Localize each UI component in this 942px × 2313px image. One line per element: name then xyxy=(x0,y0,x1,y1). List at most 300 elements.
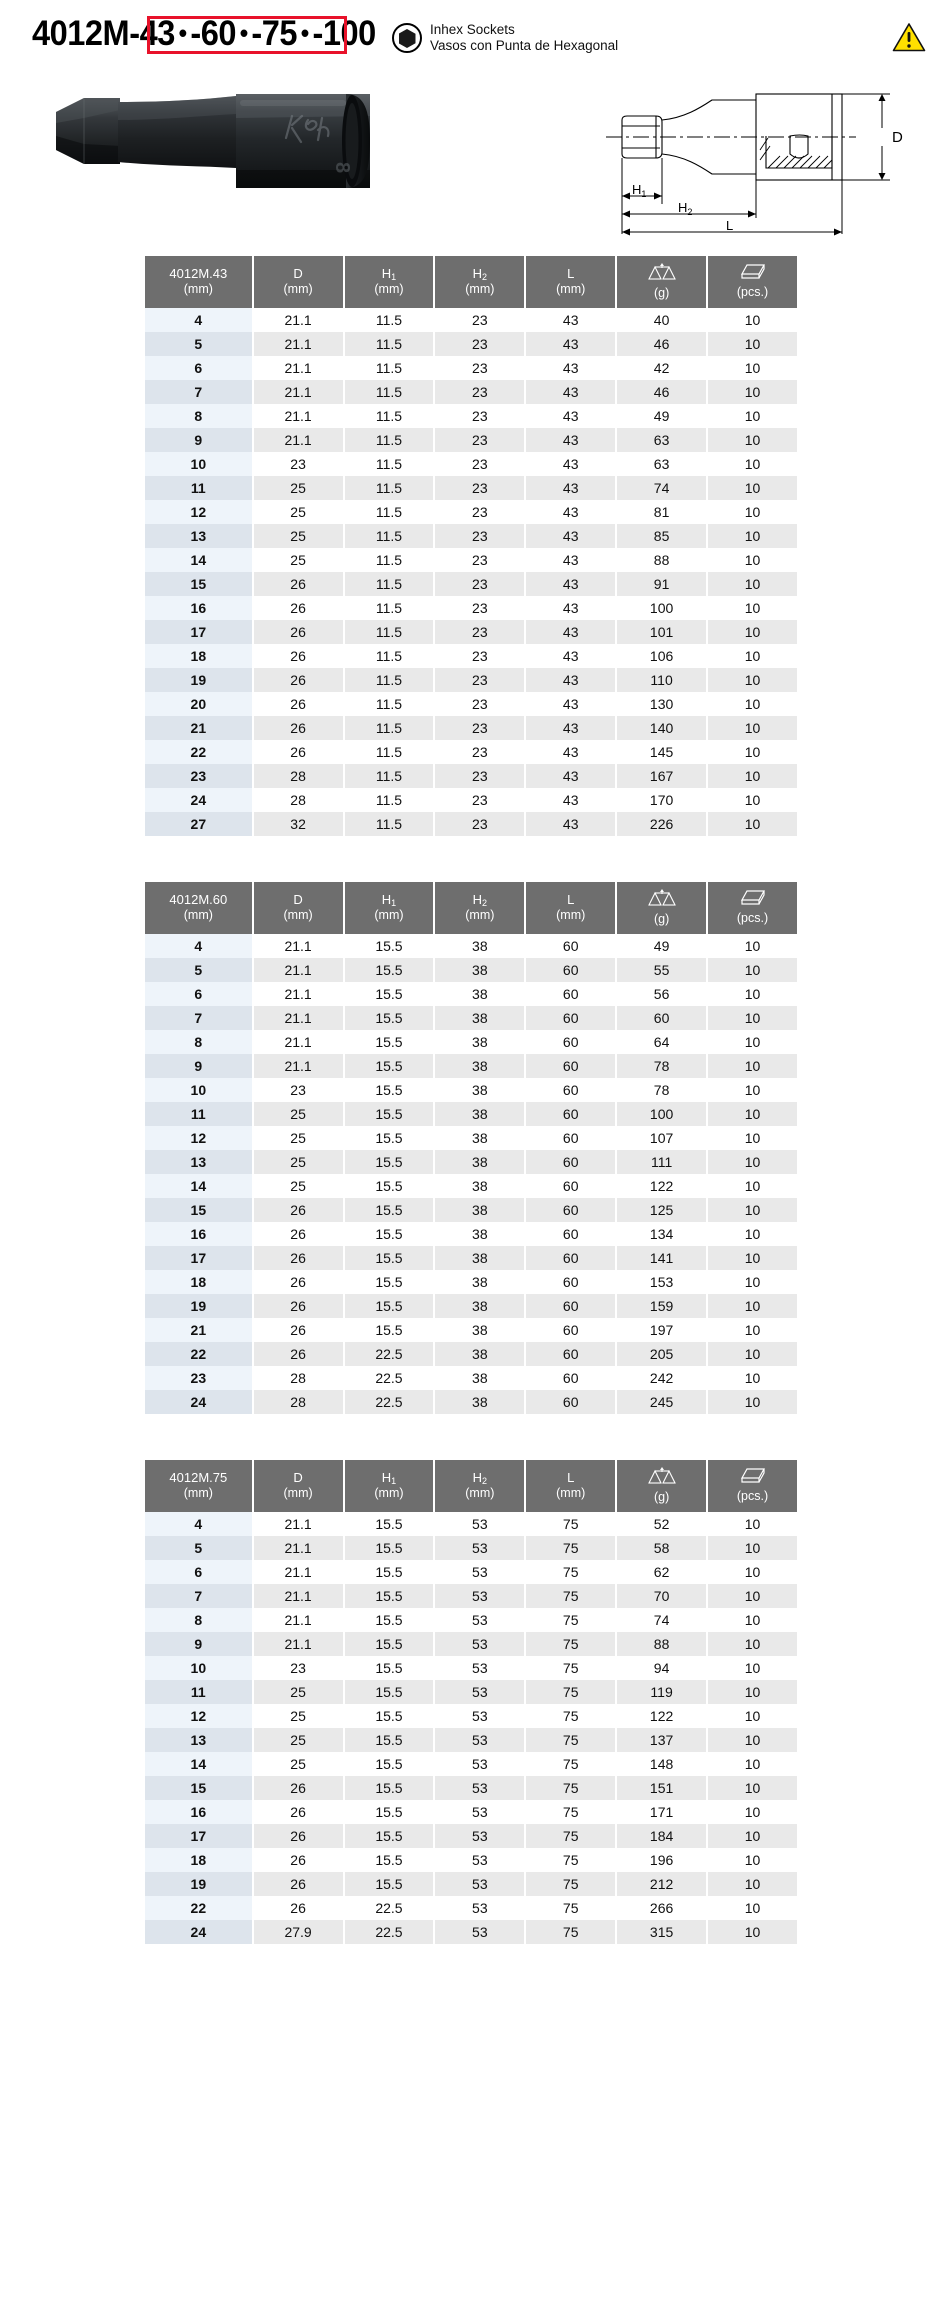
cell-weight: 70 xyxy=(617,1584,706,1608)
cell-weight: 101 xyxy=(617,620,706,644)
cell-h2: 23 xyxy=(435,668,524,692)
col-header-h2-sub: 2 xyxy=(482,898,488,909)
cell-d: 32 xyxy=(254,812,343,836)
cell-l: 43 xyxy=(526,380,615,404)
cell-pcs: 10 xyxy=(708,1728,797,1752)
cell-size: 15 xyxy=(145,1198,252,1222)
cell-weight: 46 xyxy=(617,380,706,404)
table-row[interactable] xyxy=(145,1824,797,1848)
cell-l: 43 xyxy=(526,644,615,668)
cell-d: 28 xyxy=(254,764,343,788)
cell-size: 16 xyxy=(145,1800,252,1824)
table-row[interactable] xyxy=(145,1536,797,1560)
cell-h2: 23 xyxy=(435,740,524,764)
cell-h2: 23 xyxy=(435,812,524,836)
table-row[interactable] xyxy=(145,1246,797,1270)
cell-h2: 23 xyxy=(435,452,524,476)
cell-l: 75 xyxy=(526,1920,615,1944)
cell-d: 27.9 xyxy=(254,1920,343,1944)
cell-h1: 11.5 xyxy=(345,380,434,404)
table-row[interactable] xyxy=(145,692,797,716)
table-row[interactable] xyxy=(145,572,797,596)
cell-pcs: 10 xyxy=(708,1896,797,1920)
cell-l: 60 xyxy=(526,1006,615,1030)
table-row[interactable] xyxy=(145,356,797,380)
cell-h2: 53 xyxy=(435,1800,524,1824)
hexagon-socket-icon xyxy=(392,23,422,53)
cell-h1: 15.5 xyxy=(345,1246,434,1270)
product-illustration-area xyxy=(0,76,942,246)
cell-size: 18 xyxy=(145,644,252,668)
cell-h1: 15.5 xyxy=(345,1318,434,1342)
col-header-weight-unit: (g) xyxy=(653,285,670,300)
cell-size: 14 xyxy=(145,1752,252,1776)
table-row[interactable] xyxy=(145,1608,797,1632)
cell-l: 43 xyxy=(526,740,615,764)
cell-weight: 141 xyxy=(617,1246,706,1270)
model-segment-60: -60 xyxy=(190,14,236,53)
cell-pcs: 10 xyxy=(708,1872,797,1896)
cell-weight: 266 xyxy=(617,1896,706,1920)
col-header-weight-unit: (g) xyxy=(653,911,670,926)
cell-h2: 53 xyxy=(435,1848,524,1872)
cell-size: 15 xyxy=(145,1776,252,1800)
cell-l: 43 xyxy=(526,548,615,572)
table-row[interactable] xyxy=(145,764,797,788)
cell-d: 21.1 xyxy=(254,1536,343,1560)
cell-d: 26 xyxy=(254,620,343,644)
cell-weight: 107 xyxy=(617,1126,706,1150)
cell-h2: 38 xyxy=(435,1126,524,1150)
col-header-h2-sub: 2 xyxy=(482,1476,488,1487)
cell-size: 17 xyxy=(145,620,252,644)
cell-size: 23 xyxy=(145,1366,252,1390)
cell-h2: 53 xyxy=(435,1824,524,1848)
cell-h1: 15.5 xyxy=(345,1054,434,1078)
model-segment-75: -75 xyxy=(251,14,298,53)
table-row[interactable] xyxy=(145,1680,797,1704)
cell-l: 60 xyxy=(526,958,615,982)
cell-h1: 11.5 xyxy=(345,620,434,644)
cell-l: 43 xyxy=(526,572,615,596)
cell-l: 43 xyxy=(526,692,615,716)
col-header-h1-unit: (mm) xyxy=(374,281,404,296)
cell-weight: 122 xyxy=(617,1174,706,1198)
scale-icon xyxy=(647,1466,677,1486)
table-row[interactable] xyxy=(145,1102,797,1126)
cell-weight: 134 xyxy=(617,1222,706,1246)
table-row[interactable] xyxy=(145,1294,797,1318)
cell-pcs: 10 xyxy=(708,788,797,812)
table-row[interactable] xyxy=(145,1584,797,1608)
hex-tip xyxy=(56,98,120,164)
cell-h2: 53 xyxy=(435,1680,524,1704)
table-row[interactable] xyxy=(145,1872,797,1896)
table-row[interactable] xyxy=(145,1342,797,1366)
cell-h1: 11.5 xyxy=(345,524,434,548)
table-row[interactable] xyxy=(145,308,797,332)
cell-l: 75 xyxy=(526,1896,615,1920)
cell-h1: 15.5 xyxy=(345,1294,434,1318)
cell-h2: 53 xyxy=(435,1608,524,1632)
model-prefix: 4012M xyxy=(32,14,130,53)
cell-size: 24 xyxy=(145,1390,252,1414)
cell-h1: 15.5 xyxy=(345,1584,434,1608)
table-row[interactable] xyxy=(145,668,797,692)
model-number-line xyxy=(32,14,376,54)
cell-pcs: 10 xyxy=(708,1342,797,1366)
cell-d: 21.1 xyxy=(254,356,343,380)
cell-h2: 23 xyxy=(435,644,524,668)
table-row[interactable] xyxy=(145,428,797,452)
table-row[interactable] xyxy=(145,740,797,764)
cell-d: 25 xyxy=(254,1126,343,1150)
table-row[interactable] xyxy=(145,958,797,982)
cell-size: 4 xyxy=(145,934,252,958)
table-row[interactable] xyxy=(145,404,797,428)
table-row[interactable] xyxy=(145,982,797,1006)
cell-h1: 11.5 xyxy=(345,668,434,692)
cell-d: 21.1 xyxy=(254,308,343,332)
col-header-l-unit: (mm) xyxy=(556,281,586,296)
cell-size: 19 xyxy=(145,1294,252,1318)
cell-h1: 15.5 xyxy=(345,1536,434,1560)
cell-size: 5 xyxy=(145,958,252,982)
col-header-l-unit: (mm) xyxy=(556,907,586,922)
cell-pcs: 10 xyxy=(708,1656,797,1680)
cell-pcs: 10 xyxy=(708,1512,797,1536)
cell-h2: 53 xyxy=(435,1704,524,1728)
table-row[interactable] xyxy=(145,476,797,500)
col-header-model-title: 4012M.75 xyxy=(169,1470,228,1486)
cell-pcs: 10 xyxy=(708,692,797,716)
cell-pcs: 10 xyxy=(708,1824,797,1848)
cell-pcs: 10 xyxy=(708,380,797,404)
cell-pcs: 10 xyxy=(708,572,797,596)
col-header-weight-unit: (g) xyxy=(653,1490,670,1505)
cell-pcs: 10 xyxy=(708,1560,797,1584)
col-header-d-label: D xyxy=(293,266,303,281)
cell-d: 26 xyxy=(254,1318,343,1342)
cell-d: 28 xyxy=(254,788,343,812)
cell-pcs: 10 xyxy=(708,1318,797,1342)
cell-size: 19 xyxy=(145,1872,252,1896)
cell-size: 24 xyxy=(145,788,252,812)
table-row[interactable] xyxy=(145,1560,797,1584)
col-header-l-label: L xyxy=(567,1470,575,1486)
cell-weight: 49 xyxy=(617,934,706,958)
table-row[interactable] xyxy=(145,596,797,620)
cell-l: 43 xyxy=(526,476,615,500)
cell-d: 21.1 xyxy=(254,1054,343,1078)
cell-l: 60 xyxy=(526,1294,615,1318)
table-row[interactable] xyxy=(145,1752,797,1776)
cell-size: 8 xyxy=(145,1030,252,1054)
cell-size: 11 xyxy=(145,476,252,500)
table-row[interactable] xyxy=(145,1222,797,1246)
cell-pcs: 10 xyxy=(708,764,797,788)
cell-l: 75 xyxy=(526,1872,615,1896)
cell-pcs: 10 xyxy=(708,740,797,764)
cell-d: 25 xyxy=(254,1680,343,1704)
cell-h1: 11.5 xyxy=(345,572,434,596)
table-row[interactable] xyxy=(145,1030,797,1054)
cell-size: 12 xyxy=(145,1126,252,1150)
cell-d: 23 xyxy=(254,452,343,476)
cell-h1: 15.5 xyxy=(345,1512,434,1536)
category-name-en: Inhex Sockets xyxy=(430,22,515,37)
cell-h1: 15.5 xyxy=(345,1608,434,1632)
col-header-weight xyxy=(617,882,706,934)
cell-l: 43 xyxy=(526,788,615,812)
cell-h2: 53 xyxy=(435,1560,524,1584)
cell-d: 21.1 xyxy=(254,1560,343,1584)
cell-h1: 11.5 xyxy=(345,596,434,620)
cell-pcs: 10 xyxy=(708,934,797,958)
cell-h2: 23 xyxy=(435,524,524,548)
cell-d: 25 xyxy=(254,524,343,548)
cell-d: 25 xyxy=(254,1752,343,1776)
table-row[interactable] xyxy=(145,620,797,644)
cell-l: 60 xyxy=(526,1102,615,1126)
table-row[interactable] xyxy=(145,1150,797,1174)
table-row[interactable] xyxy=(145,1390,797,1414)
table-row[interactable] xyxy=(145,1006,797,1030)
cell-h1: 11.5 xyxy=(345,716,434,740)
cell-h2: 38 xyxy=(435,1342,524,1366)
cell-size: 10 xyxy=(145,1656,252,1680)
cell-d: 21.1 xyxy=(254,934,343,958)
table-row[interactable] xyxy=(145,548,797,572)
cell-size: 13 xyxy=(145,1728,252,1752)
table-row[interactable] xyxy=(145,1920,797,1944)
cell-pcs: 10 xyxy=(708,1800,797,1824)
table-row[interactable] xyxy=(145,1704,797,1728)
warning-triangle-icon xyxy=(892,22,926,52)
cell-weight: 151 xyxy=(617,1776,706,1800)
cell-h2: 38 xyxy=(435,1102,524,1126)
cell-h1: 15.5 xyxy=(345,1704,434,1728)
cell-h1: 11.5 xyxy=(345,548,434,572)
table-row[interactable] xyxy=(145,1270,797,1294)
col-header-d-unit: (mm) xyxy=(283,1486,313,1501)
cell-d: 21.1 xyxy=(254,380,343,404)
cell-pcs: 10 xyxy=(708,1030,797,1054)
col-header-model-unit: (mm) xyxy=(183,281,213,296)
col-header-d xyxy=(254,1460,343,1512)
cell-h2: 23 xyxy=(435,572,524,596)
table-row[interactable] xyxy=(145,644,797,668)
cell-weight: 64 xyxy=(617,1030,706,1054)
cell-weight: 74 xyxy=(617,476,706,500)
cell-l: 75 xyxy=(526,1704,615,1728)
cell-d: 21.1 xyxy=(254,958,343,982)
cell-d: 25 xyxy=(254,476,343,500)
page-header xyxy=(0,0,942,76)
dimension-label-h1: $H_1$ xyxy=(632,182,647,199)
table-row[interactable] xyxy=(145,1848,797,1872)
table-row[interactable] xyxy=(145,788,797,812)
cell-h1: 15.5 xyxy=(345,1656,434,1680)
cell-weight: 122 xyxy=(617,1704,706,1728)
box-icon xyxy=(739,1467,767,1485)
cell-weight: 315 xyxy=(617,1920,706,1944)
cell-size: 11 xyxy=(145,1680,252,1704)
cell-d: 25 xyxy=(254,1704,343,1728)
cell-l: 43 xyxy=(526,596,615,620)
cell-size: 16 xyxy=(145,1222,252,1246)
table-row[interactable] xyxy=(145,1198,797,1222)
cell-h1: 11.5 xyxy=(345,452,434,476)
cell-h2: 23 xyxy=(435,356,524,380)
cell-size: 5 xyxy=(145,1536,252,1560)
cell-h1: 11.5 xyxy=(345,644,434,668)
cell-h1: 15.5 xyxy=(345,1560,434,1584)
table-row[interactable] xyxy=(145,1632,797,1656)
cell-size: 27 xyxy=(145,812,252,836)
cell-size: 21 xyxy=(145,716,252,740)
cell-h1: 11.5 xyxy=(345,764,434,788)
scale-icon xyxy=(647,262,677,282)
cell-weight: 145 xyxy=(617,740,706,764)
cell-pcs: 10 xyxy=(708,982,797,1006)
table-row[interactable] xyxy=(145,380,797,404)
cell-h2: 53 xyxy=(435,1536,524,1560)
cell-pcs: 10 xyxy=(708,332,797,356)
cell-d: 26 xyxy=(254,692,343,716)
cell-h1: 15.5 xyxy=(345,1126,434,1150)
col-header-h2-unit: (mm) xyxy=(465,281,495,296)
cell-pcs: 10 xyxy=(708,1848,797,1872)
cell-size: 7 xyxy=(145,1584,252,1608)
cell-h1: 15.5 xyxy=(345,1632,434,1656)
cell-h1: 15.5 xyxy=(345,1270,434,1294)
table-row[interactable] xyxy=(145,1656,797,1680)
cell-weight: 81 xyxy=(617,500,706,524)
cell-pcs: 10 xyxy=(708,548,797,572)
cell-size: 5 xyxy=(145,332,252,356)
cell-l: 75 xyxy=(526,1608,615,1632)
cell-h1: 15.5 xyxy=(345,1848,434,1872)
cell-h1: 15.5 xyxy=(345,1174,434,1198)
cell-h2: 38 xyxy=(435,982,524,1006)
table-row[interactable] xyxy=(145,1896,797,1920)
table-row[interactable] xyxy=(145,1078,797,1102)
cell-l: 60 xyxy=(526,1078,615,1102)
cell-d: 26 xyxy=(254,1776,343,1800)
col-header-h1 xyxy=(345,882,434,934)
cell-l: 75 xyxy=(526,1632,615,1656)
cell-h2: 53 xyxy=(435,1920,524,1944)
cell-h2: 23 xyxy=(435,380,524,404)
table-row[interactable] xyxy=(145,1054,797,1078)
cell-l: 60 xyxy=(526,1150,615,1174)
table-row[interactable] xyxy=(145,1126,797,1150)
cell-pcs: 10 xyxy=(708,428,797,452)
cell-weight: 91 xyxy=(617,572,706,596)
cell-weight: 100 xyxy=(617,1102,706,1126)
cell-size: 13 xyxy=(145,524,252,548)
cell-size: 24 xyxy=(145,1920,252,1944)
table-row[interactable] xyxy=(145,716,797,740)
table-row[interactable] xyxy=(145,524,797,548)
cell-h2: 38 xyxy=(435,934,524,958)
table-row[interactable] xyxy=(145,1728,797,1752)
table-row[interactable] xyxy=(145,1800,797,1824)
cell-d: 21.1 xyxy=(254,1030,343,1054)
table-row[interactable] xyxy=(145,1174,797,1198)
col-header-h1-sub: 1 xyxy=(391,898,397,909)
cell-l: 43 xyxy=(526,500,615,524)
col-header-model-unit: (mm) xyxy=(183,907,213,922)
cell-l: 60 xyxy=(526,1390,615,1414)
cell-weight: 94 xyxy=(617,1656,706,1680)
spec-tables-container xyxy=(0,246,942,1944)
cell-h2: 38 xyxy=(435,958,524,982)
cell-l: 43 xyxy=(526,428,615,452)
table-row[interactable] xyxy=(145,500,797,524)
cell-d: 26 xyxy=(254,668,343,692)
cell-h1: 11.5 xyxy=(345,356,434,380)
cell-h2: 23 xyxy=(435,476,524,500)
cell-pcs: 10 xyxy=(708,644,797,668)
cell-h1: 15.5 xyxy=(345,1006,434,1030)
table-row[interactable] xyxy=(145,812,797,836)
cell-h2: 23 xyxy=(435,500,524,524)
cell-weight: 130 xyxy=(617,692,706,716)
col-header-model-unit: (mm) xyxy=(183,1486,213,1501)
table-row[interactable] xyxy=(145,1366,797,1390)
cell-weight: 42 xyxy=(617,356,706,380)
cell-d: 21.1 xyxy=(254,1006,343,1030)
table-row[interactable] xyxy=(145,332,797,356)
table-row[interactable] xyxy=(145,934,797,958)
cell-d: 21.1 xyxy=(254,1632,343,1656)
cell-h2: 38 xyxy=(435,1222,524,1246)
model-separator-dot: • xyxy=(239,18,248,48)
cell-l: 60 xyxy=(526,1222,615,1246)
table-row[interactable] xyxy=(145,1512,797,1536)
cell-l: 60 xyxy=(526,934,615,958)
cell-weight: 171 xyxy=(617,1800,706,1824)
table-row[interactable] xyxy=(145,452,797,476)
col-header-pcs-unit: (pcs.) xyxy=(736,284,769,299)
table-row[interactable] xyxy=(145,1318,797,1342)
cell-size: 6 xyxy=(145,356,252,380)
cell-pcs: 10 xyxy=(708,1632,797,1656)
model-segment-43: -43 xyxy=(129,14,175,53)
dimension-label-l: L xyxy=(726,218,734,233)
cell-l: 60 xyxy=(526,982,615,1006)
cell-weight: 63 xyxy=(617,452,706,476)
cell-h1: 15.5 xyxy=(345,1728,434,1752)
cell-h1: 22.5 xyxy=(345,1390,434,1414)
cell-pcs: 10 xyxy=(708,476,797,500)
cell-h1: 11.5 xyxy=(345,404,434,428)
cell-weight: 40 xyxy=(617,308,706,332)
cell-pcs: 10 xyxy=(708,1584,797,1608)
svg-text:8: 8 xyxy=(331,162,353,174)
cell-size: 10 xyxy=(145,452,252,476)
cell-size: 19 xyxy=(145,668,252,692)
table-4012M75 xyxy=(143,1460,799,1944)
cell-pcs: 10 xyxy=(708,1752,797,1776)
cell-size: 14 xyxy=(145,548,252,572)
cell-d: 21.1 xyxy=(254,428,343,452)
cell-l: 60 xyxy=(526,1318,615,1342)
cell-l: 75 xyxy=(526,1776,615,1800)
table-row[interactable] xyxy=(145,1776,797,1800)
